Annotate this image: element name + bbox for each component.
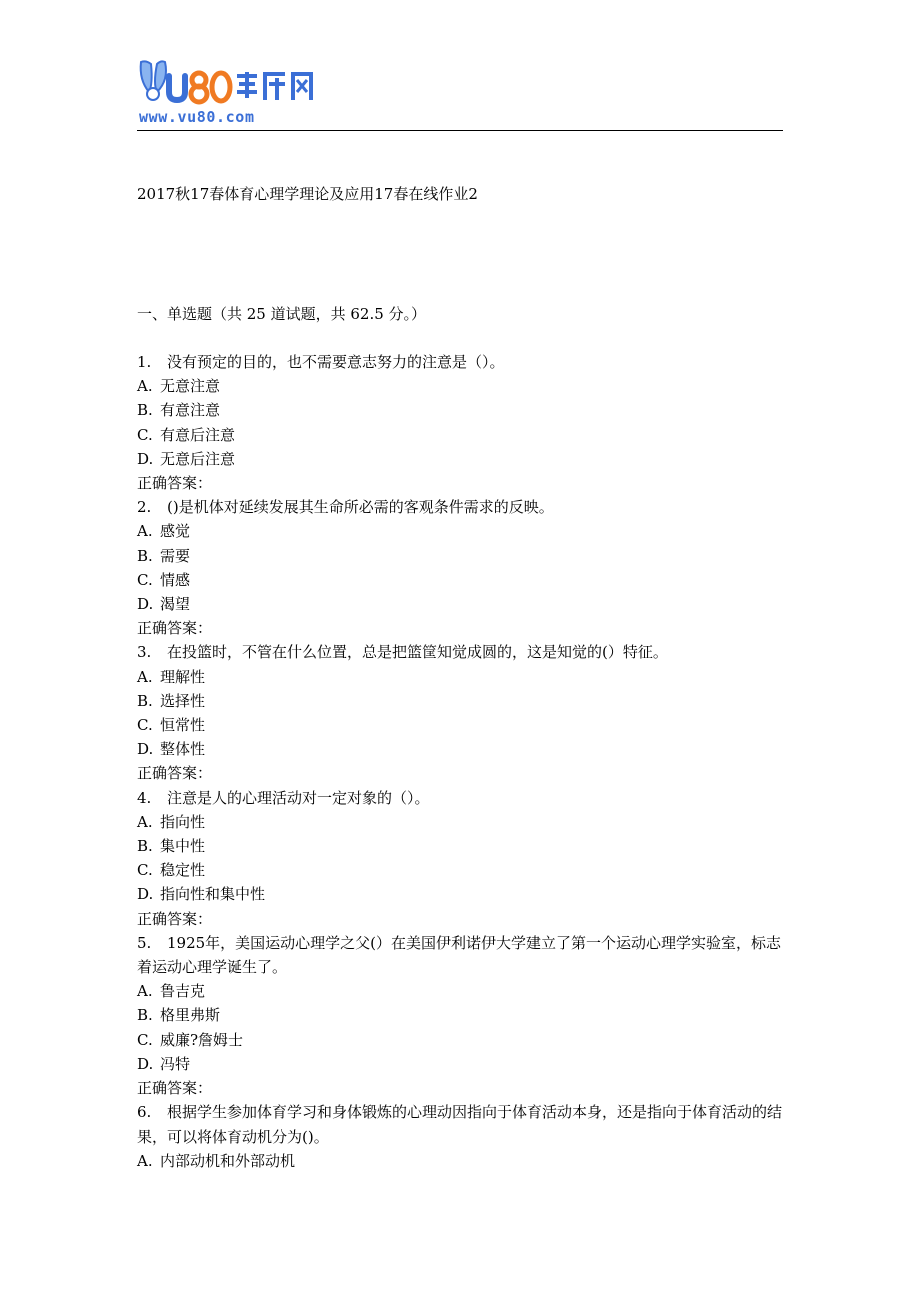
question-stem	[137, 931, 787, 979]
question-3	[137, 640, 787, 785]
question-number: 2.	[137, 498, 152, 517]
option-c[interactable]: C. 稳定性	[137, 861, 206, 880]
option-b[interactable]: B. 需要	[137, 546, 191, 565]
question-number: 1.	[137, 353, 152, 371]
option-c[interactable]: C. 恒常性	[137, 716, 206, 735]
option-d[interactable]: D. 指向性和集中性	[137, 885, 266, 904]
correct-answer-label: 正确答案：	[137, 764, 213, 783]
option-a[interactable]: A. 感觉	[137, 522, 191, 541]
correct-answer-label: 正确答案：	[137, 909, 213, 928]
option-d[interactable]: D. 无意后注意	[137, 449, 236, 468]
option-d[interactable]: D. 渴望	[137, 595, 191, 614]
question-stem	[137, 1100, 787, 1148]
option-b[interactable]: B. 有意注意	[137, 401, 221, 420]
question-2	[137, 495, 787, 640]
question-stem	[137, 640, 787, 664]
question-text: 在投篮时，不管在什么位置，总是把篮筐知觉成圆的，这是知觉的(）特征。	[167, 643, 668, 662]
option-b[interactable]: B. 格里弗斯	[137, 1006, 221, 1025]
question-number: 5.	[137, 933, 152, 952]
question-list	[137, 350, 787, 1173]
option-a[interactable]: A. 无意注意	[137, 377, 221, 396]
document-title: 2017秋17春体育心理学理论及应用17春在线作业2	[137, 185, 478, 203]
option-b[interactable]: B. 集中性	[137, 837, 206, 856]
svg-text:www.vu80.com: www.vu80.com	[139, 108, 255, 126]
option-c[interactable]: C. 情感	[137, 570, 191, 589]
option-a[interactable]: A. 鲁吉克	[137, 982, 206, 1001]
page-header	[137, 58, 783, 134]
question-stem	[137, 786, 787, 810]
question-1	[137, 350, 787, 495]
question-text: 没有预定的目的，也不需要意志努力的注意是（）。	[167, 353, 505, 371]
question-text: ()是机体对延续发展其生命所必需的客观条件需求的反映。	[167, 498, 554, 517]
correct-answer-label: 正确答案：	[137, 619, 213, 638]
option-c[interactable]: C. 威廉?詹姆士	[137, 1030, 244, 1049]
site-logo[interactable]	[137, 58, 337, 128]
option-a[interactable]: A. 指向性	[137, 812, 206, 831]
option-a[interactable]: A. 内部动机和外部动机	[137, 1151, 296, 1170]
option-b[interactable]: B. 选择性	[137, 691, 206, 710]
header-divider	[137, 130, 783, 131]
option-d[interactable]: D. 整体性	[137, 740, 206, 759]
correct-answer-label: 正确答案：	[137, 1079, 213, 1098]
question-number: 3.	[137, 643, 152, 662]
question-text: 1925年，美国运动心理学之父(）在美国伊利诺伊大学建立了第一个运动心理学实验室，标志着运动心理学诞生了。	[137, 933, 782, 977]
option-c[interactable]: C. 有意后注意	[137, 425, 236, 444]
question-number: 4.	[137, 788, 152, 807]
question-4	[137, 786, 787, 931]
question-5	[137, 931, 787, 1100]
option-a[interactable]: A. 理解性	[137, 667, 206, 686]
question-stem	[137, 495, 787, 519]
option-d[interactable]: D. 冯特	[137, 1054, 191, 1073]
section-heading: 一、单选题（共 25 道试题，共 62.5 分。）	[137, 305, 427, 323]
vu80-logo-image	[137, 58, 337, 128]
question-number: 6.	[137, 1103, 152, 1122]
question-text: 根据学生参加体育学习和身体锻炼的心理动因指向于体育活动本身，还是指向于体育活动的结果，可以将体育动机分为()。	[137, 1103, 783, 1146]
question-text: 注意是人的心理活动对一定对象的（）。	[167, 788, 430, 807]
correct-answer-label: 正确答案：	[137, 474, 213, 493]
question-6	[137, 1100, 787, 1173]
question-stem	[137, 350, 787, 374]
